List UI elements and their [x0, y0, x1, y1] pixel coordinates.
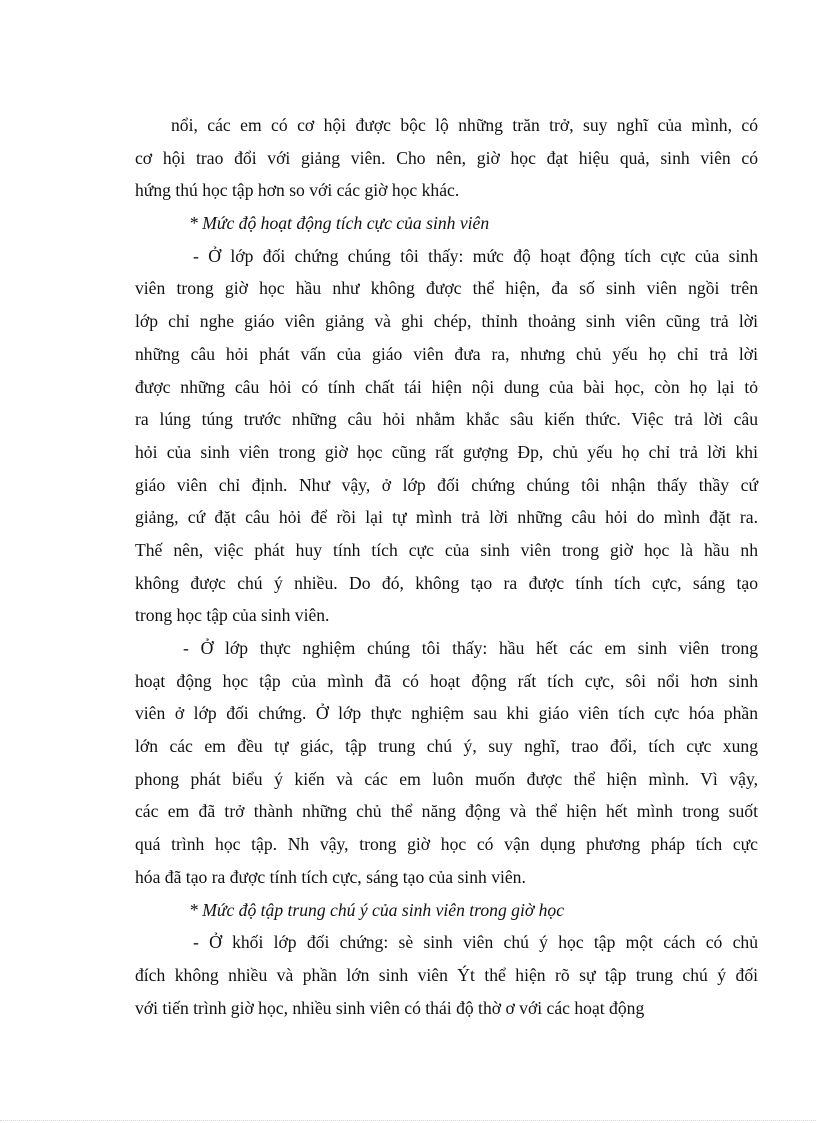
text-line: - Ở khối lớp đối chứng: sè sinh viên chú ý học tập một cách có chủ: [193, 932, 758, 953]
text-line: viên trong giờ học hầu như không được thể hiện, đa số sinh viên ngồi trên: [135, 278, 758, 299]
text-line: các em đã trở thành những chủ thể năng động và thể hiện hết mình trong suốt: [135, 801, 758, 822]
body-text: [135, 109, 758, 1024]
text-line: cơ hội trao đổi với giảng viên. Cho nên, giờ học đạt hiệu quả, sinh viên có: [135, 147, 758, 168]
section-heading: * Mức độ tập trung chú ý của sinh viên trong giờ học: [189, 899, 565, 920]
text-line: nổi, các em có cơ hội được bộc lộ những trăn trở, suy nghĩ của mình, có: [171, 115, 758, 135]
text-line: ra lúng túng trước những câu hỏi nhằm khắc sâu kiến thức. Việc trả lời câu: [135, 409, 758, 430]
page-bottom-rule: [0, 1120, 816, 1121]
text-line: hóa đã tạo ra được tính tích cực, sáng tạo của sinh viên.: [135, 866, 526, 887]
text-line: hứng thú học tập hơn so với các giờ học khác.: [135, 180, 460, 201]
text-line: hỏi của sinh viên trong giờ học cũng rất gượng Đp, chủ yếu họ chỉ trả lời khi: [135, 441, 758, 462]
text-line: - Ở lớp đối chứng chúng tôi thấy: mức độ hoạt động tích cực của sinh: [193, 245, 758, 266]
text-line: giáo viên chỉ định. Như vậy, ở lớp đối chứng chúng tôi nhận thấy thầy cứ: [135, 474, 758, 495]
text-line: trong học tập của sinh viên.: [135, 605, 330, 626]
text-line: những câu hỏi phát vấn của giáo viên đưa ra, nhưng chủ yếu họ chỉ trả lời: [135, 343, 758, 364]
text-line: không được chú ý nhiều. Do đó, không tạo ra được tính tích cực, sáng tạo: [135, 572, 758, 593]
text-line: giảng, cứ đặt câu hỏi để rồi lại tự mình trả lời những câu hỏi do mình đặt ra.: [135, 507, 758, 528]
text-line: quá trình học tập. Nh vậy, trong giờ học có vận dụng phương pháp tích cực: [135, 834, 758, 855]
text-line: phong phát biểu ý kiến và các em luôn muốn được thể hiện mình. Vì vậy,: [135, 768, 758, 789]
section-heading: * Mức độ hoạt động tích cực của sinh viên: [189, 213, 490, 234]
text-line: được những câu hỏi có tính chất tái hiện nội dung của bài học, còn họ lại tỏ: [135, 376, 758, 397]
text-line: Thế nên, việc phát huy tính tích cực của sinh viên trong giờ học là hầu nh: [135, 539, 758, 560]
text-line: với tiến trình giờ học, nhiều sinh viên có thái độ thờ ơ với các hoạt động: [135, 997, 645, 1018]
text-line: viên ở lớp đối chứng. Ở lớp thực nghiệm sau khi giáo viên tích cực hóa phần: [135, 703, 758, 724]
text-line: lớn các em đều tự giác, tập trung chú ý, suy nghĩ, trao đổi, tích cực xung: [135, 736, 758, 757]
text-line: đích không nhiều và phần lớn sinh viên Ýt thể hiện rõ sự tập trung chú ý đối: [135, 964, 758, 985]
text-line: - Ở lớp thực nghiệm chúng tôi thấy: hầu hết các em sinh viên trong: [183, 638, 758, 658]
text-line: lớp chỉ nghe giáo viên giảng và ghi chép, thỉnh thoảng sinh viên cũng trả lời: [135, 311, 758, 332]
text-line: hoạt động học tập của mình đã có hoạt động rất tích cực, sôi nổi hơn sinh: [135, 670, 758, 691]
